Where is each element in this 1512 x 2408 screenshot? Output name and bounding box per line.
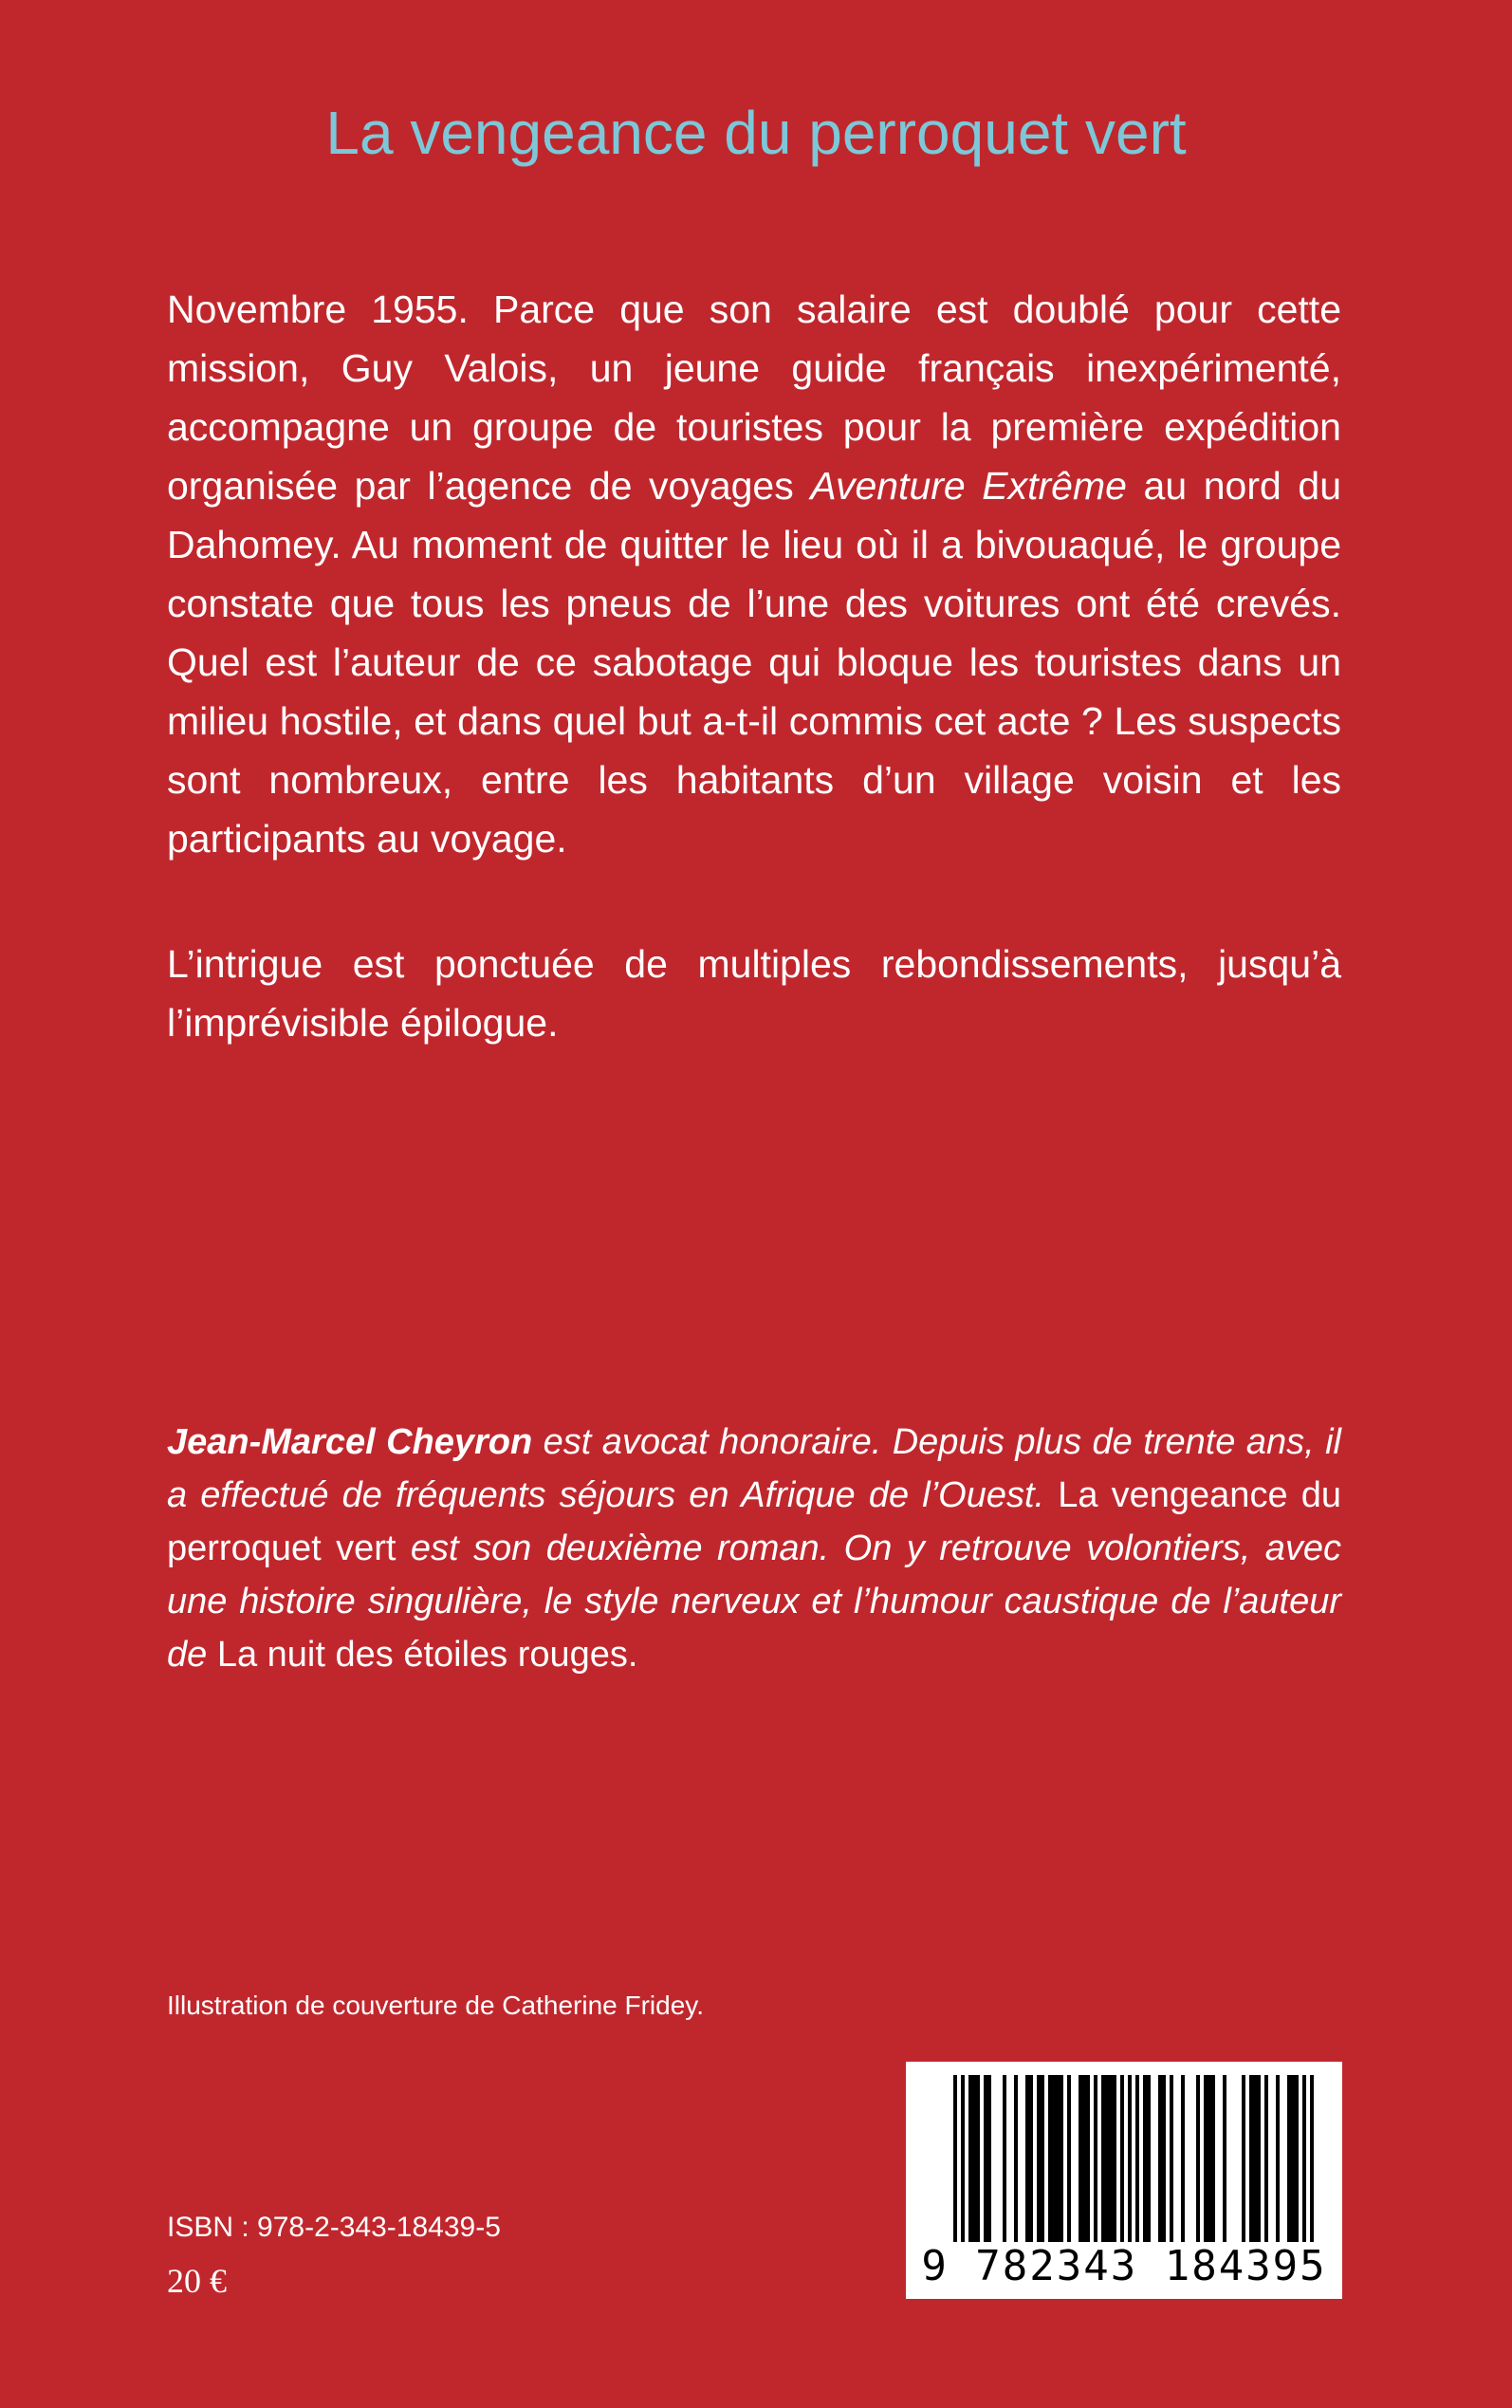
blurb-text: au nord du Dahomey. Au moment de quitter le lieu où il a bivouaqué, le groupe constate que tous les pneus de l’une des voitures ont été crevés. Quel est l’auteur de ce sabotage qui bloque les touristes dans un milieu hostile, et dans quel but a-t-il commis cet acte ? Les suspects sont nombreux, entre les habitants d’un village voisin et les participants au voyage. (167, 464, 1341, 861)
barcode-bar (1249, 2075, 1253, 2242)
bio-text: est avocat honoraire. Depuis plus de trente ans, il a effectué de fréquents séjours en Afrique de l’Ouest. (167, 1422, 1341, 1515)
blurb-paragraph-2: L’intrigue est ponctuée de multiples rebondissements, jusqu’à l’imprévisible épilogue. (167, 942, 1341, 1045)
isbn-label: ISBN : 978-2-343-18439-5 (167, 2212, 501, 2243)
barcode-bar (1079, 2075, 1082, 2242)
book-title: La vengeance du perroquet vert (325, 99, 1187, 167)
barcode-bar (1101, 2075, 1105, 2242)
barcode-bar (1291, 2075, 1295, 2242)
barcode-bar (1276, 2075, 1280, 2242)
barcode (906, 2062, 1342, 2299)
barcode-bar (1204, 2075, 1208, 2242)
barcode-bar (1143, 2075, 1147, 2242)
barcode-bar (1037, 2075, 1041, 2242)
barcode-bar (961, 2075, 965, 2242)
barcode-bar (953, 2075, 957, 2242)
barcode-bar (1105, 2075, 1109, 2242)
barcode-bar (1253, 2075, 1257, 2242)
barcode-bar (1264, 2075, 1268, 2242)
barcode-bar (1052, 2075, 1056, 2242)
barcode-bar (1211, 2075, 1215, 2242)
barcode-digits: 9 782343 184395 (921, 2242, 1327, 2290)
barcode-bar (1158, 2075, 1162, 2242)
barcode-bar (1060, 2075, 1063, 2242)
agency-name: Aventure Extrême (810, 464, 1127, 508)
barcode-bar (972, 2075, 976, 2242)
barcode-bar (1223, 2075, 1226, 2242)
barcode-bar (1128, 2075, 1132, 2242)
barcode-bar (1025, 2075, 1029, 2242)
bio-text: est son deuxième roman. On y retrouve volontiers, avec une histoire singulière, le style nerveux et l’humour caustique de l’auteur de (167, 1528, 1341, 1675)
barcode-bar (1109, 2075, 1113, 2242)
barcode-bar (1135, 2075, 1139, 2242)
barcode-bar (1170, 2075, 1173, 2242)
barcode-bar (1310, 2075, 1314, 2242)
barcode-bar (1113, 2075, 1116, 2242)
barcode-bar (1147, 2075, 1151, 2242)
barcode-bar (1208, 2075, 1211, 2242)
author-name: Jean-Marcel Cheyron (167, 1422, 533, 1462)
barcode-bar (1302, 2075, 1306, 2242)
barcode-bar (1287, 2075, 1291, 2242)
author-bio (167, 1416, 1341, 1681)
barcode-bar (1082, 2075, 1086, 2242)
barcode-bar (1067, 2075, 1071, 2242)
barcode-bar (1003, 2075, 1006, 2242)
price-label: 20 € (167, 2262, 227, 2300)
barcode-bar (1029, 2075, 1033, 2242)
barcode-bar (968, 2075, 972, 2242)
blurb-text: Novembre 1955. Parce que son salaire est doublé pour cette mission, Guy Valois, un jeune guide français inexpérimenté, accompagne un groupe de touristes pour la première expédition organisée par l’agence de voyages (167, 287, 1341, 508)
book-reference: La vengeance du perroquet vert (167, 1475, 1341, 1568)
barcode-bar (1162, 2075, 1166, 2242)
blurb-paragraph-1 (167, 280, 1341, 868)
book-reference: La nuit des étoiles rouges. (207, 1635, 638, 1675)
barcode-bar (1048, 2075, 1052, 2242)
barcode-bar (1086, 2075, 1090, 2242)
barcode-bar (1295, 2075, 1299, 2242)
barcode-bar (1094, 2075, 1097, 2242)
illustration-credit: Illustration de couverture de Catherine Fridey. (167, 1991, 704, 2020)
barcode-bar (984, 2075, 987, 2242)
barcode-bar (1196, 2075, 1200, 2242)
barcode-bar (1041, 2075, 1044, 2242)
barcode-bar (987, 2075, 991, 2242)
barcode-bar (976, 2075, 980, 2242)
barcode-bar (1257, 2075, 1261, 2242)
barcode-bar (1120, 2075, 1124, 2242)
barcode-bar (1242, 2075, 1245, 2242)
barcode-bar (1056, 2075, 1060, 2242)
barcode-bar (1014, 2075, 1018, 2242)
barcode-bar (1181, 2075, 1185, 2242)
